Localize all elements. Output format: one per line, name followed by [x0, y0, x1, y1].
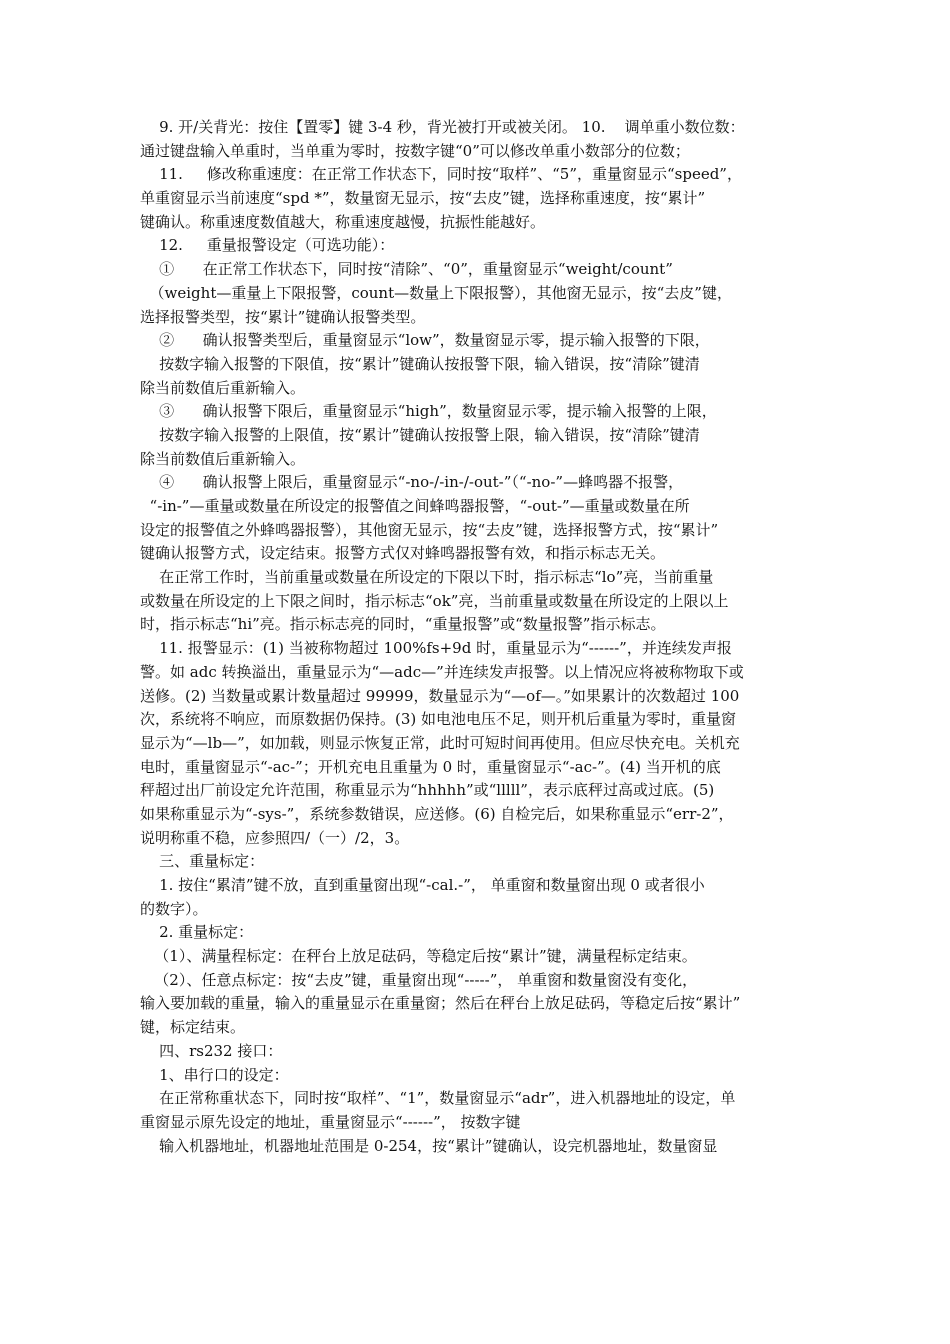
- text-line: 重窗显示原先设定的地址，重量窗显示“------”， 按数字键: [140, 1112, 521, 1131]
- text-line: 在正常工作时，当前重量或数量在所设定的下限以下时，指示标志“lo”亮，当前重量: [140, 568, 714, 587]
- text-line: 11. 修改称重速度：在正常工作状态下，同时按“取样”、“5”，重量窗显示“speed”，: [140, 165, 742, 184]
- text-line: 9. 开/关背光：按住【置零】键 3-4 秒，背光被打开或被关闭。 10. 调单重小数位数：: [140, 118, 745, 136]
- text-line: （weight—重量上下限报警，count—数量上下限报警），其他窗无显示，按“去皮”键，: [140, 283, 732, 302]
- text-line: 设定的报警值之外蜂鸣器报警），其他窗无显示，按“去皮”键，选择报警方式，按“累计”: [140, 520, 719, 539]
- text-line: （2）、任意点标定：按“去皮”键，重量窗出现“-----”， 单重窗和数量窗没有变化，: [140, 970, 698, 989]
- text-line: 显示为“—lb—”，如加载，则显示恢复正常，此时可短时间再使用。但应尽快充电。关机充: [140, 733, 740, 752]
- text-line: 选择报警类型，按“累计”键确认报警类型。: [140, 307, 426, 326]
- text-line: 如果称重显示为“-sys-”，系统参数错误，应送修。(6) 自检完后，如果称重显示“err-2”，: [140, 804, 734, 823]
- text-line: 通过键盘输入单重时，当单重为零时，按数字键“0”可以修改单重小数部分的位数；: [140, 141, 690, 160]
- text-line: 送修。(2) 当数量或累计数量超过 99999，数量显示为“—of—。”如果累计的次数超过 100: [140, 686, 740, 705]
- text-line: 时，指示标志“hi”亮。指示标志亮的同时，“重量报警”或“数量报警”指示标志。: [140, 615, 666, 634]
- text-line: 秤超过出厂前设定允许范围，称重显示为“hhhhh”或“lllll”，表示底秤过高或过底。(5): [140, 781, 715, 800]
- text-line: 四、rs232 接口：: [140, 1041, 283, 1060]
- text-line: 键，标定结束。: [140, 1018, 246, 1037]
- text-line: 三、重量标定：: [140, 852, 265, 871]
- text-line: 电时，重量窗显示“-ac-”；开机充电且重量为 0 时，重量窗显示“-ac-”。(4) 当开机的底: [140, 757, 721, 776]
- text-line: 输入机器地址，机器地址范围是 0-254，按“累计”键确认，设完机器地址，数量窗显: [140, 1136, 718, 1155]
- text-line: 1. 按住“累清”键不放，直到重量窗出现“-cal.-”， 单重窗和数量窗出现 0 或者很小: [140, 876, 705, 894]
- text-line: 警。如 adc 转换溢出，重量显示为“—adc—”并连续发声报警。以上情况应将被称物取下或: [140, 662, 744, 681]
- text-line: 按数字输入报警的下限值，按“累计”键确认按报警下限，输入错误，按“清除”键清: [140, 354, 700, 373]
- document-page: [140, 116, 812, 1158]
- text-line: “-in-”—重量或数量在所设定的报警值之间蜂鸣器报警，“-out-”—重量或数量在所: [140, 497, 690, 515]
- text-line: ① 在正常工作状态下，同时按“清除”、“0”，重量窗显示“weight/count”: [140, 260, 673, 279]
- text-line: ④ 确认报警上限后，重量窗显示“-no-/-in-/-out-”（“-no-”—蜂鸣器不报警，: [140, 473, 684, 492]
- text-line: 或数量在所设定的上下限之间时，指示标志“ok”亮，当前重量或数量在所设定的上限以上: [140, 591, 729, 610]
- text-line: 键确认报警方式，设定结束。报警方式仅对蜂鸣器报警有效，和指示标志无关。: [140, 544, 666, 563]
- text-line: ③ 确认报警下限后，重量窗显示“high”，数量窗显示零，提示输入报警的上限，: [140, 402, 717, 421]
- text-line: 除当前数值后重新输入。: [140, 449, 306, 468]
- text-line: （1）、满量程标定：在秤台上放足砝码，等稳定后按“累计”键，满量程标定结束。: [140, 947, 697, 966]
- text-line: 键确认。称重速度数值越大，称重速度越慢，抗振性能越好。: [140, 212, 546, 231]
- text-line: 说明称重不稳，应参照四/（一）/2，3。: [140, 828, 410, 847]
- text-line: 按数字输入报警的上限值，按“累计”键确认按报警上限，输入错误，按“清除”键清: [140, 425, 700, 444]
- text-line: 在正常称重状态下，同时按“取样”、“1”，数量窗显示“adr”，进入机器地址的设定，单: [140, 1089, 736, 1108]
- text-line: ② 确认报警类型后，重量窗显示“low”，数量窗显示零，提示输入报警的下限，: [140, 331, 710, 350]
- text-line: 次，系统将不响应，而原数据仍保持。(3) 如电池电压不足，则开机后重量为零时，重量窗: [140, 710, 737, 729]
- text-line: 1、串行口的设定：: [140, 1065, 289, 1084]
- text-line: 单重窗显示当前速度“spd *”，数量窗无显示，按“去皮”键，选择称重速度，按“累计”: [140, 189, 706, 208]
- text-line: 输入要加载的重量，输入的重量显示在重量窗；然后在秤台上放足砝码，等稳定后按“累计”: [140, 994, 741, 1013]
- text-line: 的数字）。: [140, 899, 208, 918]
- text-line: 2. 重量标定：: [140, 923, 254, 942]
- text-line: 除当前数值后重新输入。: [140, 378, 306, 397]
- text-line: 11. 报警显示：(1) 当被称物超过 100%fs+9d 时，重量显示为“------”，并连续发声报: [140, 639, 732, 658]
- text-line: 12. 重量报警设定（可选功能）：: [140, 236, 395, 255]
